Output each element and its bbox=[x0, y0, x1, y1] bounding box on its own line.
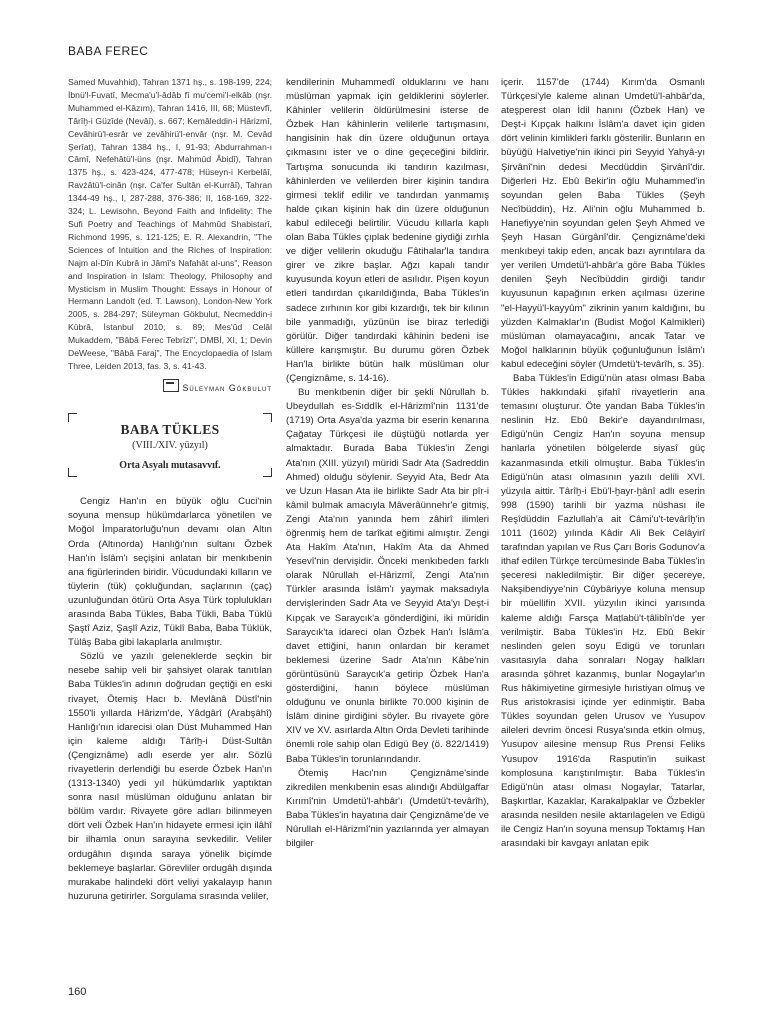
entry-description: Orta Asyalı mutasavvıf. bbox=[119, 460, 221, 472]
corner-mark bbox=[263, 468, 272, 477]
author-name: Süleyman Gökbulut bbox=[182, 382, 272, 393]
corner-mark bbox=[68, 413, 77, 422]
paragraph: kendilerinin Muhammedî olduklarını ve hanı müslüman yapmak için geldiklerini söylerler. Kâhinler velilerin öldürülmesini isterse de Özbek Han kâhinlerin velilerle tartışmasını, hangisinin hak din üzere olduğunun ortaya çıkmasını ister ve o dine geçeceğini bildirir. Tartışma sonucunda iki tandırın kazılması, kâhinlerden ve velilerden birer kişinin tandıra girmesi teklif edilir ve tandırdan yanmamış halde çıkan kişinin hak din üzere olduğunun kabul edileceği belirtilir. Vücudu kıllarla kaplı olan Baba Tükles çıplak bedenine giydiği zırhla ve diğer velilerin okuduğu Fâtihalar'la tandıra girer ve zikre başlar. Ağzı kapalı tandır kuyusunda koyun etleri de asılıdır. Pişen koyun etleri tandırdan çıkarıldığında, Baba Tükles'in sadece zırhının kor gibi kızardığı, tek bir kılının bile yanmadığı, yüzünün ise biraz terlediği görülür. Diğer tandırdaki kâhinin bedeni ise küllere karışmıştır. Bu durumu gören Özbek Han'la birlikte bütün halk müslüman olur (Çengiznâme, s. 14-16). bbox=[286, 77, 489, 384]
entry-period: (VIII./XIV. yüzyıl) bbox=[132, 440, 208, 452]
column-1 bbox=[68, 76, 272, 904]
author-signature bbox=[68, 379, 272, 395]
entry-title: BABA TÜKLES bbox=[120, 421, 220, 437]
bibliography: Samed Muvahhid), Tahran 1371 hş., s. 198-199, 224; İbnü'l-Fuvatî, Mecma'u'l-âdâb fî mu'cemi'l-elkâb (nşr. Muhammed el-Kâzım), Tahran 1416, III, 68; Müstevfî, Târîḫ-i Güzîde (Nevâî), s. 667; Kemâleddin-i Hârizmî, Cevâhirü'l-esrâr ve zevâhirü'l-envâr (nşr. M. Cevâd Şerîat), Tahran 1384 hş., I, 91-93; Abdurrahman-ı Câmî, Nefehâtü'l-üns (nşr. Mahmûd Âbidî), Tahran 1375 hş., s. 423-424, 477-478; Hüseyn-i Kerbelâî, Ravżâtü'l-cinân (nşr. Ca'fer Sultân el-Kurrâî), Tahran 1344-49 hş., I, 287-288, 376-386; II, 168-169, 322-324; L. Lewisohn, Beyond Faith and Infidelity: The Sufi Poetry and Teachings of Mahmûd Shabistarî, Richmond 1995, s. 121-125; E. R. Alexandrin, "The Sciences of Intuition and the Riches of Inspiration: Najm al-Dîn Kubrâ in Jâmî's Nafahât al-uns", Reason and Inspiration in Islam: Theology, Philosophy and Mysticism in Muslim Thought: Essays in Honour of Hermann Landolt (ed. T. Lawson), London-New York 2005, s. 284-297; Süleyman Gökbulut, Necmeddin-i Kübrâ, İstanbul 2010, s. 89; Mes'ûd Celâl Mukaddem, "Bâbâ Ferec Tebrîzî", DMBİ, XI, 1; Devin DeWeese, "Bâbâ Faraj", The Encyclopaedia of Islam Three, Leiden 2013, fas. 3, s. 41-43. bbox=[68, 77, 272, 371]
running-head: BABA FEREC bbox=[68, 44, 149, 58]
page-number: 160 bbox=[68, 986, 87, 998]
paragraph: içerir. 1157'de (1744) Kırım'da Osmanlı Türkçesi'yle kaleme alınan Umdetü'l-ahbâr'da, ateşperest olan İdil hanını (Özbek Han) ve Deşt-i Kıpçak halkını İslâm'a davet için giden dört velinin kimlikleri farklı gösterilir. Bunların en büyüğü Halvetiye'nin ikinci piri Seyyid Yahyâ-yı Şirvânî'nin dedesi Mecdüddin Şirvânî'dir. Diğerleri Hz. Ebû Bekir'in oğlu Muhammed'in soyundan gelen Baba Tükles (Şeyh Necîbüddin), Hz. Ali'nin oğlu Muhammed b. Hanefiyye'nin soyundan gelen Şeyh Ahmed ve Şeyh Hasan Gürgânî'dir. Çengiznâme'deki menkıbeyi takip eden, ancak bazı ayrıntılara da yer verilen Umdetü'l-ahbâr'a göre Baba Tükles denilen Şeyh Necîbüddin girdiği tandır kuyusunun kapağının erken açılması üzerine "el-Hayyü'l-kayyûm" zikrinin yanım kaldığını, bu yüzden Kalmaklar'ın (Budist Moğol Kalmikleri) müslüman olamayacağını, ancak Tatar ve Moğol halklarının büyük çoğunluğunun İslâm'ı kabul edeceğini söyler (Umdetü't-tevârîh, s. 35). bbox=[501, 77, 705, 370]
entry-heading-block bbox=[68, 413, 272, 477]
corner-mark bbox=[68, 468, 77, 477]
column-2 bbox=[286, 76, 489, 851]
paragraph: Baba Tükles'in Edigü'nün atası olması Baba Tükles hakkındaki şifahî rivayetlerin ana temasını oluşturur. Öte yandan Baba Tükles'in neslinin Hz. Ebû Bekir'e dayandırılması, Edigü'nün Cengiz Han'ın soyuna mensup hanlarla yönetilen bölgelerde siyasî güç kazanmasında etkili olmuştur. Baba Tükles'in Edigü'nün atası olmasının yazılı delili XVI. yüzyıla aittir. Târîḫ-i Ebü'l-ḫayr-ḫânî adlı eserin 998 (1590) tarihli bir yazma nüshası ile Reşîdüddin Fazlullah'a ait Câmi'u't-tevârîḫ'in 1011 (1602) yılında Kâdir Ali Bek Celâyirî tarafından yapılan ve Rus Çarı Boris Godunov'a ithaf edilen Türkçe tercümesinde Baba Tükles'in şeceresi nakledilmiştir. Bir diğer şecereye, Nakşibendiyye'nin Cûybâriyye koluna mensup bir müellifin XVII. yüzyılın ikinci yarısında kaleme aldığı Farsça Maṭlabü't-ṭâlibîn'de yer verilmiştir. Baba Tükles'in Hz. Ebû Bekir neslinden gelen soyu Edigü ve torunları vasıtasıyla daha sonraları Nogay halkları arasında şöhret kazanmış, bunlar Nogaylar'ın Rus hâkimiyetine girmesiyle hıristiyan olmuş ve Rus aristokrasisi içinde yer edinmiştir. Baba Tükles soyundan gelen Urusov ve Yusupov aileleri devrim öncesi Rusya'sında etkin olmuş, Yusupov ailesine mensup Rus Prensi Feliks Yusupov 1916'da Rasputin'in suikast komplosuna karıştırılmıştır. Baba Tükles'in Edigü'nün atası olması Nogaylar, Tatarlar, Başkırtlar, Kazaklar, Karakalpaklar ve Özbekler arasında nesilden nesile aktarılagelen ve Edigü ile Cengiz Han'ın soyuna mensup Toktamış Han arasındaki bir kavgayı anlatan epik bbox=[501, 372, 705, 850]
encyclopedia-logo-icon bbox=[163, 379, 179, 392]
paragraph: Sözlü ve yazılı geleneklerde seçkin bir nesebe sahip veli bir şahsiyet olarak tanıtılan Baba Tükles'in adının doğrudan geçtiği en eski rivayet, Ötemiş Hacı b. Mevlânâ Düstî'nin 1550'li yıllarda Hârizm'de, Yâdgârî (Arabşâhî) Hanlığı'nın idarecisi olan Düst Muhammed Han için kaleme aldığı Târîḫ-i Düst-Sultân (Çengiznâme) adlı eserde yer alır. Sözlü rivayetlerin derlendiği bu eserde Özbek Han'ın (1313-1340) yedi yıl hükümdarlık yaptıktan sonra nasıl müslüman olduğunu anlatan bir bölüm vardır. Rivayete göre adları bilinmeyen dört veli Özbek Han'ın hidayete ermesi için ilâhî bir ilhamla onun sarayına sevkedilir. Veliler ordugâhın dışında saraya yönelik biçimde beklemeye başlarlar. Görevliler ordugâh dışında murakabe halindeki dört veliyi yakalayıp hanın huzuruna getirirler. Sorgulama sırasında veliler, bbox=[68, 651, 272, 902]
column-3 bbox=[501, 76, 705, 851]
corner-mark bbox=[263, 413, 272, 422]
paragraph: Ötemiş Hacı'nın Çengiznâme'sinde zikredilen menkıbenin esas alındığı Abdülgaffar Kırımî'nin Umdetü'l-ahbâr'ı (Umdetü't-tevârîh), Baba Tükles'in hayatına dair Çengiznâme'de ve Nûrullah el-Hârizmî'nin yazılarında yer almayan bilgiler bbox=[286, 767, 489, 850]
paragraph: Cengiz Han'ın en büyük oğlu Cuci'nin soyuna mensup hükümdarlarca yönetilen ve Moğol İmparatorluğu'nun devamı olan Altın Orda (Altınorda) Hanlığı'nın sultanı Özbek Han'ın İslâm'ı seçişini anlatan bir menkıbenin ana figürlerinden biridir. Vücudundaki kılların ve tüylerin (tük) çokluğundan, saçlarının (çaç) uzunluğundan ötürü Orta Asya Türk toplulukları arasında Baba Tükles, Baba Tükli, Baba Tüklü Şaştî Aziz, Şaşlî Aziz, Tüklî Baba, Baba Tüklük, Tülâş Baba gibi lakaplarla anılmıştır. bbox=[68, 496, 272, 649]
paragraph: Bu menkıbenin diğer bir şekli Nûrullah b. Ubeydullah es-Sıddîk el-Hârizmî'nin 1131'de (1719) Orta Asya'da yazma bir eserin kenarına Çağatay Türkçesi ile düştüğü notlarda yer almaktadır. Burada Baba Tükles'in Zengi Ata'nın (XIII. yüzyıl) müridi Sadr Ata (Sadreddin Ahmed) olduğu söylenir. Seyyid Ata, Bedr Ata ve Uzun Hasan Ata ile birlikte Sadr Ata bir pîr-i kâmil bulmak amacıyla Mâverâünnehr'e gitmiş, Zengi Ata'nın yanında hem zâhirî ilimleri öğrenmiş hem de tarîkat eğitimi almıştır. Zengi Ata Hakîm Ata'nın, Hakîm Ata da Ahmed Yesevî'nin dervişidir. Önceki menkıbeden farklı olarak Nûrullah el-Hârizmî, Zengi Ata'nın Türkler arasında İslâm'ı yaymak maksadıyla dervişlerinden Sadr Ata ve Seyyid Ata'yı Deşt-i Kıpçak ve Saraycık'a gönderdiğini, iki müridin Saraycık'ta idareci olan Özbek Han'ı İslâm'a davet ettiğini, hanın onlardan bir keramet beklemesi üzerine Sadr Ata'nın Kâbe'nin görüntüsünü Saraycık'a getirip Özbek Han'a gösterdiğini, hanın böylece müslüman olduğunu ve onunla birlikte 70.000 kişinin de İslâm dinine girdiğini söyler. Bu rivayete göre XIV ve XV. asırlarda Altın Orda Devleti tarihinde önemli role sahip olan Edigü Bey (ö. 822/1419) Baba Tükles'in torunlarındandır. bbox=[286, 387, 489, 765]
